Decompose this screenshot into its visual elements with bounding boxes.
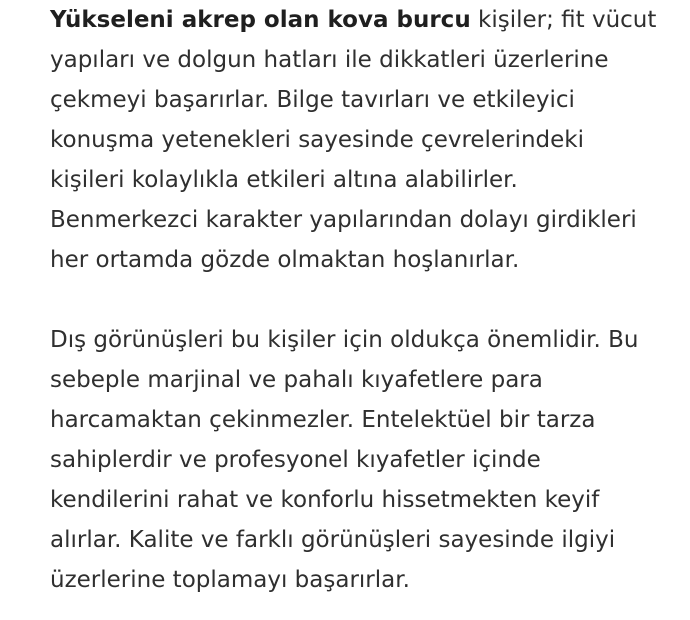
paragraph-1-line-5: kişileri kolaylıkla etkileri altına alabilirler.	[50, 167, 518, 193]
bold-lead-text: Yükseleni akrep olan kova burcu	[50, 7, 471, 33]
paragraph-2-line-1: Dış görünüşleri bu kişiler için oldukça önemlidir. Bu	[50, 327, 639, 353]
paragraph-1-line-6: Benmerkezci karakter yapılarından dolayı girdikleri	[50, 207, 637, 233]
paragraph-1-line-1	[50, 0, 680, 40]
paragraph-2-line-3: harcamaktan çekinmezler. Entelektüel bir tarza	[50, 407, 596, 433]
paragraph-2-line-6: alırlar. Kalite ve farklı görünüşleri sayesinde ilgiyi	[50, 527, 616, 553]
paragraph-2-line-5: kendilerini rahat ve konforlu hissetmekten keyif	[50, 487, 600, 513]
paragraph-2-line-4: sahiplerdir ve profesyonel kıyafetler içinde	[50, 447, 541, 473]
paragraph-1-line-3: çekmeyi başarırlar. Bilge tavırları ve etkileyici	[50, 87, 575, 113]
paragraph-1	[50, 0, 680, 280]
paragraph-2	[50, 320, 680, 600]
line-1-rest-text: kişiler; fit vücut	[470, 7, 657, 33]
paragraph-2-line-2: sebeple marjinal ve pahalı kıyafetlere para	[50, 367, 543, 393]
paragraph-1-line-2: yapıları ve dolgun hatları ile dikkatleri üzerlerine	[50, 47, 609, 73]
paragraph-1-line-7: her ortamda gözde olmaktan hoşlanırlar.	[50, 247, 520, 273]
article-body	[50, 0, 680, 600]
paragraph-1-line-4: konuşma yetenekleri sayesinde çevrelerindeki	[50, 127, 584, 153]
paragraph-2-line-7: üzerlerine toplamayı başarırlar.	[50, 567, 410, 593]
